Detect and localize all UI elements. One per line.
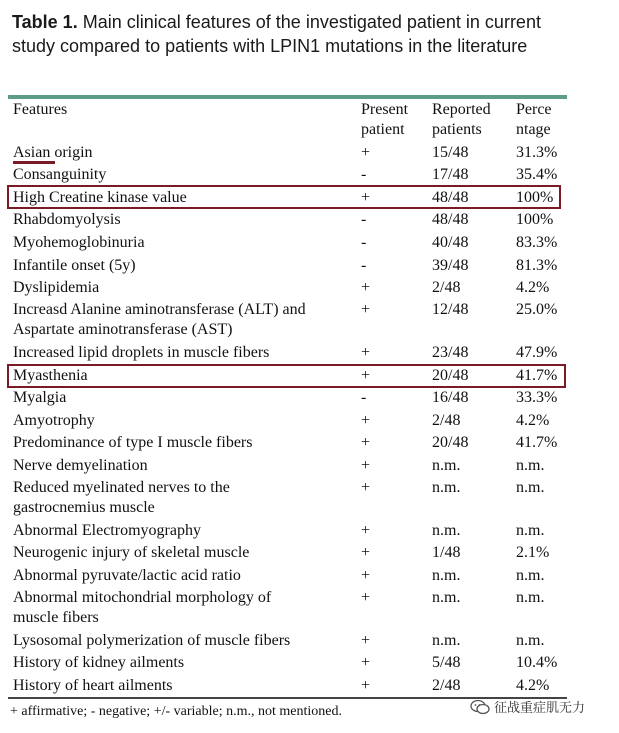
table-row	[0, 165, 619, 185]
reported-patients-cell: 20/48	[432, 434, 469, 451]
table-row	[0, 543, 619, 563]
table-row	[0, 210, 619, 230]
feature-cell: History of heart ailments	[13, 677, 173, 694]
underline-asian-origin	[13, 161, 55, 164]
present-patient-cell: +	[361, 301, 371, 318]
reported-patients-cell: 39/48	[432, 257, 469, 274]
reported-patients-cell: 17/48	[432, 166, 469, 183]
present-patient-cell: +	[361, 589, 371, 606]
percentage-cell: n.m.	[516, 522, 545, 539]
reported-patients-cell: 48/48	[432, 211, 469, 228]
present-patient-cell: +	[361, 434, 371, 451]
percentage-cell: n.m.	[516, 457, 545, 474]
percentage-cell: 81.3%	[516, 257, 558, 274]
feature-cell: Reduced myelinated nerves to the	[13, 479, 230, 496]
table-row	[0, 388, 619, 408]
reported-patients-cell: n.m.	[432, 522, 461, 539]
percentage-cell: 33.3%	[516, 389, 558, 406]
reported-patients-cell: 2/48	[432, 677, 461, 694]
feature-cell: Infantile onset (5y)	[13, 257, 136, 274]
table-row	[0, 588, 619, 628]
feature-cell: Amyotrophy	[13, 412, 95, 429]
feature-cell: Dyslipidemia	[13, 279, 100, 296]
feature-cell: History of kidney ailments	[13, 654, 185, 671]
table-row	[0, 566, 619, 586]
header-present-patient-line-1: Present	[361, 101, 409, 118]
percentage-cell: 2.1%	[516, 544, 550, 561]
reported-patients-cell: n.m.	[432, 567, 461, 584]
present-patient-cell: +	[361, 412, 371, 429]
feature-cell: Abnormal pyruvate/lactic acid ratio	[13, 567, 241, 584]
present-patient-cell: +	[361, 654, 371, 671]
header-percentage-line-2: ntage	[516, 121, 551, 138]
highlight-box-creatine	[7, 185, 561, 209]
feature-cell: Asian origin	[13, 144, 93, 161]
feature-cell: High Creatine kinase value	[13, 189, 187, 206]
table-top-rule	[8, 95, 567, 99]
header-percentage-line-1: Perce	[516, 101, 552, 118]
reported-patients-cell: n.m.	[432, 479, 461, 496]
table-row	[0, 478, 619, 518]
present-patient-cell: -	[361, 234, 367, 251]
percentage-cell: n.m.	[516, 567, 545, 584]
percentage-cell: 41.7%	[516, 434, 558, 451]
present-patient-cell: +	[361, 457, 371, 474]
present-patient-cell: +	[361, 144, 371, 161]
present-patient-cell: +	[361, 344, 371, 361]
reported-patients-cell: 20/48	[432, 367, 469, 384]
table-row	[0, 456, 619, 476]
present-patient-cell: +	[361, 544, 371, 561]
percentage-cell: n.m.	[516, 589, 545, 606]
present-patient-cell: -	[361, 211, 367, 228]
table-caption	[12, 10, 572, 58]
reported-patients-cell: n.m.	[432, 457, 461, 474]
table-row	[0, 278, 619, 298]
table-row	[0, 433, 619, 453]
table-row	[0, 233, 619, 253]
table-row	[0, 300, 619, 340]
percentage-cell: 47.9%	[516, 344, 558, 361]
feature-cell: Rhabdomyolysis	[13, 211, 121, 228]
present-patient-cell: -	[361, 166, 367, 183]
reported-patients-cell: 16/48	[432, 389, 469, 406]
feature-cell: Predominance of type I muscle fibers	[13, 434, 253, 451]
watermark	[470, 697, 585, 716]
feature-cell: Abnormal mitochondrial morphology of	[13, 589, 272, 606]
feature-cell: Aspartate aminotransferase (AST)	[13, 321, 233, 338]
reported-patients-cell: 1/48	[432, 544, 461, 561]
header-present-patient-line-2: patient	[361, 121, 405, 138]
percentage-cell: 31.3%	[516, 144, 558, 161]
table-row	[0, 411, 619, 431]
reported-patients-cell: n.m.	[432, 589, 461, 606]
reported-patients-cell: n.m.	[432, 632, 461, 649]
reported-patients-cell: 15/48	[432, 144, 469, 161]
reported-patients-cell: 12/48	[432, 301, 469, 318]
present-patient-cell: +	[361, 479, 371, 496]
header-features-line-1: Features	[13, 101, 68, 118]
feature-cell: Consanguinity	[13, 166, 107, 183]
present-patient-cell: +	[361, 632, 371, 649]
present-patient-cell: +	[361, 189, 371, 206]
reported-patients-cell: 40/48	[432, 234, 469, 251]
table-row	[0, 143, 619, 163]
feature-cell: Neurogenic injury of skeletal muscle	[13, 544, 250, 561]
reported-patients-cell: 48/48	[432, 189, 469, 206]
percentage-cell: 10.4%	[516, 654, 558, 671]
percentage-cell: 4.2%	[516, 279, 550, 296]
feature-cell: gastrocnemius muscle	[13, 499, 155, 516]
feature-cell: Increased lipid droplets in muscle fibers	[13, 344, 270, 361]
percentage-cell: 4.2%	[516, 677, 550, 694]
present-patient-cell: +	[361, 522, 371, 539]
present-patient-cell: +	[361, 367, 371, 384]
percentage-cell: 100%	[516, 189, 554, 206]
present-patient-cell: +	[361, 677, 371, 694]
feature-cell: muscle fibers	[13, 609, 99, 626]
percentage-cell: 100%	[516, 211, 554, 228]
reported-patients-cell: 2/48	[432, 279, 461, 296]
table-footnote: + affirmative; - negative; +/- variable; n.m., not mentioned.	[10, 704, 342, 719]
present-patient-cell: +	[361, 279, 371, 296]
caption-text: Main clinical features of the investigated patient in current study compared to patients with LPIN1 mutations in the literature	[12, 12, 541, 56]
table-row	[0, 676, 619, 696]
reported-patients-cell: 5/48	[432, 654, 461, 671]
table-row	[0, 521, 619, 541]
table-row	[0, 256, 619, 276]
table-row	[0, 653, 619, 673]
reported-patients-cell: 23/48	[432, 344, 469, 361]
percentage-cell: 83.3%	[516, 234, 558, 251]
feature-cell: Increasd Alanine aminotransferase (ALT) and	[13, 301, 306, 318]
table-row	[0, 631, 619, 651]
caption-label: Table 1.	[12, 12, 78, 32]
header-reported-patients-line-2: patients	[432, 121, 482, 138]
header-reported-patients-line-1: Reported	[432, 101, 491, 118]
feature-cell: Myalgia	[13, 389, 67, 406]
feature-cell: Myasthenia	[13, 367, 88, 384]
percentage-cell: 35.4%	[516, 166, 558, 183]
present-patient-cell: -	[361, 257, 367, 274]
percentage-cell: 4.2%	[516, 412, 550, 429]
feature-cell: Abnormal Electromyography	[13, 522, 201, 539]
feature-cell: Lysosomal polymerization of muscle fibers	[13, 632, 291, 649]
present-patient-cell: -	[361, 389, 367, 406]
reported-patients-cell: 2/48	[432, 412, 461, 429]
feature-cell: Myohemoglobinuria	[13, 234, 145, 251]
percentage-cell: n.m.	[516, 479, 545, 496]
percentage-cell: n.m.	[516, 632, 545, 649]
present-patient-cell: +	[361, 567, 371, 584]
wechat-icon	[470, 699, 490, 715]
percentage-cell: 25.0%	[516, 301, 558, 318]
percentage-cell: 41.7%	[516, 367, 558, 384]
feature-cell: Nerve demyelination	[13, 457, 148, 474]
watermark-text: 征战重症肌无力	[494, 701, 586, 716]
table-row	[0, 343, 619, 363]
highlight-box-myasthenia	[7, 364, 566, 388]
